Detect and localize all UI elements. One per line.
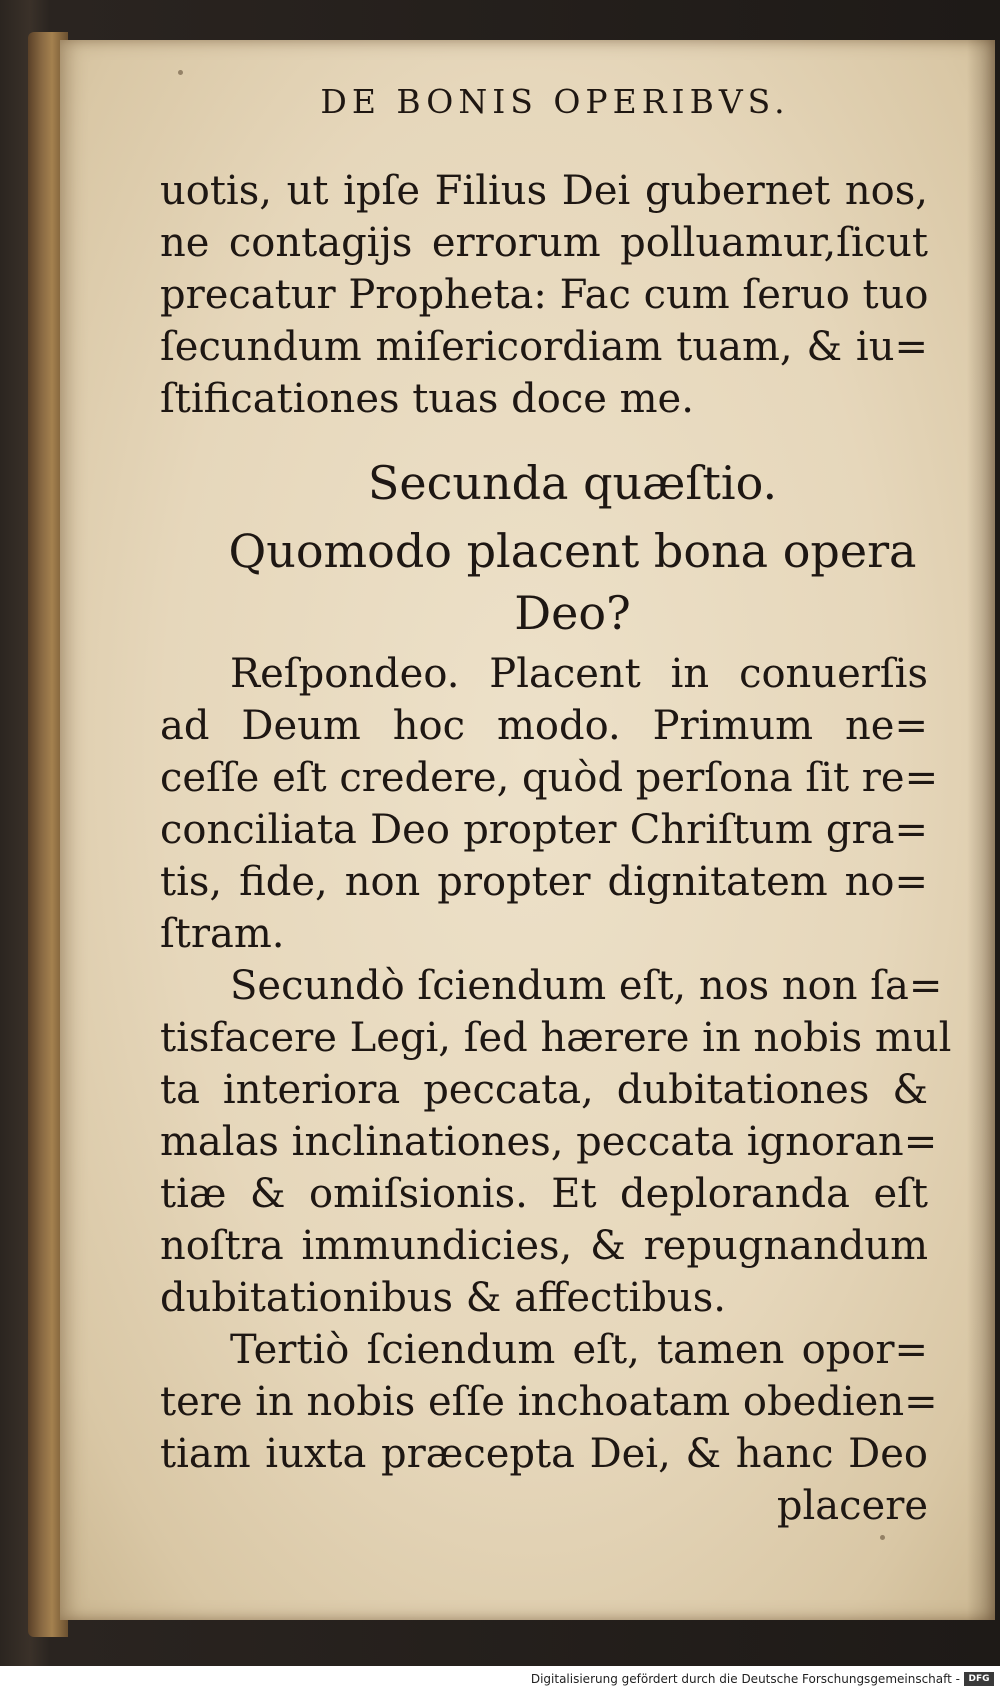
text-line: conciliata Deo propter Chriſtum gra= xyxy=(160,807,928,853)
section-title-text: Secunda quæſtio. xyxy=(367,456,778,510)
text-line: ſtificationes tuas doce me. xyxy=(160,376,694,422)
section-title xyxy=(60,452,995,514)
footer-credit: Digitalisierung gefördert durch die Deutsche Forschungsgemeinschaft - xyxy=(530,1672,960,1686)
text-line: tiam iuxta præcepta Dei, & hanc Deo xyxy=(160,1431,928,1477)
text-line: tiæ & omiſsionis. Et deploranda eſt xyxy=(160,1171,928,1217)
text-line: uotis, ut ipſe Filius Dei gubernet nos, xyxy=(160,168,928,214)
text-line: dubitationibus & affectibus. xyxy=(160,1275,726,1321)
text-line: ſtram. xyxy=(160,911,285,957)
text-line: tisfacere Legi, ſed hærere in nobis mul xyxy=(160,1015,952,1061)
spine-shadow xyxy=(967,40,995,1620)
intro-paragraph xyxy=(160,165,928,425)
catchword: placere xyxy=(776,1483,928,1529)
question-heading xyxy=(60,520,995,644)
body-text xyxy=(160,648,952,1532)
text-line: noſtra immundicies, & repugnandum xyxy=(160,1223,928,1269)
question-line: Quomodo placent bona opera xyxy=(228,524,917,578)
digitization-footer xyxy=(0,1666,1000,1690)
paper-speck xyxy=(880,1535,885,1540)
paper-speck xyxy=(178,70,183,75)
text-line: malas inclinationes, peccata ignoran= xyxy=(160,1119,938,1165)
dfg-logo: DFG xyxy=(964,1672,994,1686)
text-line: tis, fide, non propter dignitatem no= xyxy=(160,859,928,905)
text-line: ne contagijs errorum polluamur,ſicut xyxy=(160,220,928,266)
text-line: ceſſe eſt credere, quòd perſona ſit re= xyxy=(160,755,939,801)
text-line: tere in nobis eſſe inchoatam obedien= xyxy=(160,1379,938,1425)
text-line: Tertiò ſciendum eſt, tamen opor= xyxy=(230,1327,928,1373)
text-line: ta interiora peccata, dubitationes & xyxy=(160,1067,928,1113)
text-line: precatur Propheta: Fac cum ſeruo tuo xyxy=(160,272,929,318)
text-line: Secundò ſciendum eſt, nos non ſa= xyxy=(230,963,943,1009)
running-head: DE BONIS OPERIBVS. xyxy=(320,82,790,121)
text-line: Reſpondeo. Placent in conuerſis xyxy=(230,651,928,697)
text-line: ad Deum hoc modo. Primum ne= xyxy=(160,703,928,749)
text-line: ſecundum miſericordiam tuam, & iu= xyxy=(160,324,928,370)
question-line: Deo? xyxy=(514,586,631,640)
